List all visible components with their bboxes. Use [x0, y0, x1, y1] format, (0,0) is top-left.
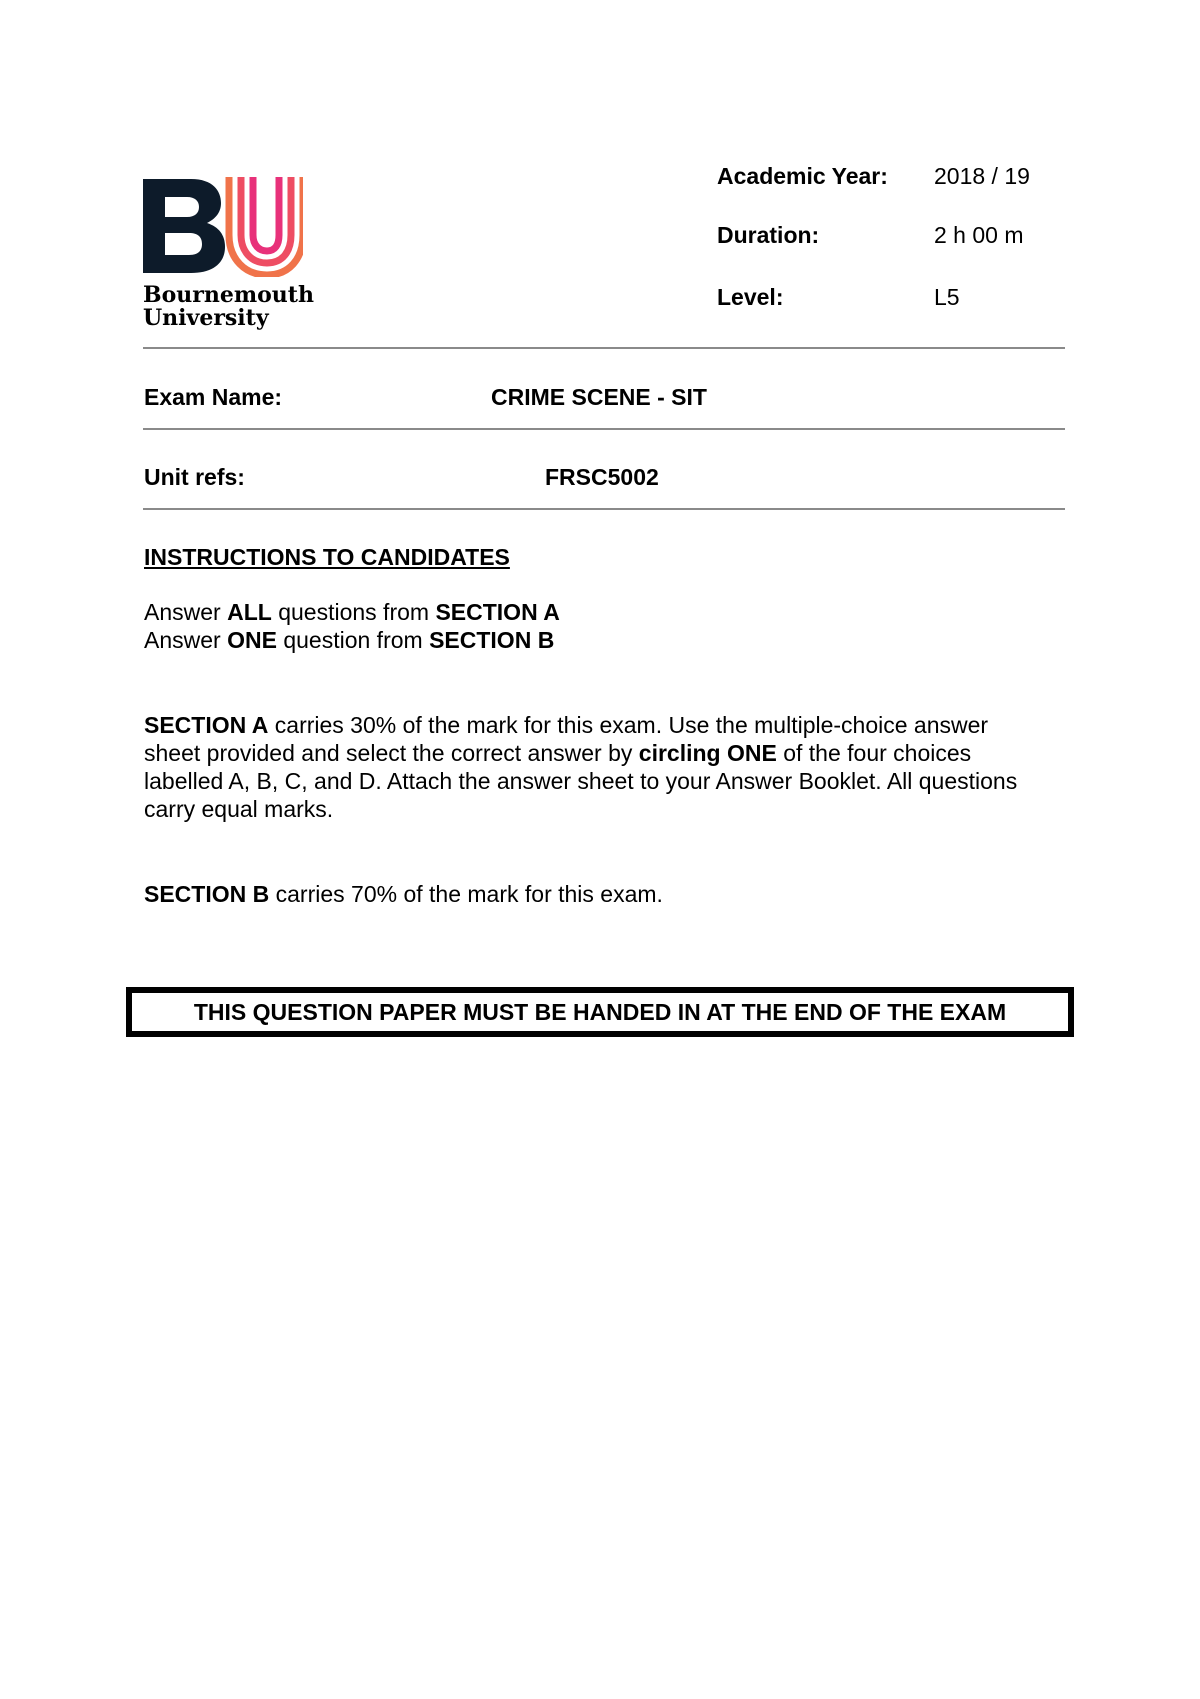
level-label: Level:: [717, 284, 784, 310]
exam-name-label: Exam Name:: [144, 384, 283, 410]
duration-label: Duration:: [717, 222, 820, 248]
section-a-description: SECTION A carries 30% of the mark for this exam. Use the multiple-choice answer sheet provided and select the correct answer by circling ONE of the four choices labelled A, B, C, and D. Attach the answer sheet to your Answer Booklet. All questions carry equal marks.: [144, 712, 1018, 822]
instruction-line-section-a: Answer ALL questions from SECTION A: [144, 599, 560, 625]
divider-bottom: [143, 508, 1065, 510]
instruction-line-section-b: Answer ONE question from SECTION B: [144, 627, 555, 653]
instructions-heading: INSTRUCTIONS TO CANDIDATES: [144, 544, 510, 570]
academic-year-label: Academic Year:: [717, 163, 888, 189]
unit-refs-label: Unit refs:: [144, 464, 245, 490]
exam-name-value: CRIME SCENE - SIT: [491, 384, 707, 410]
level-value: L5: [934, 284, 960, 310]
bu-logo-mark-icon: [143, 177, 303, 277]
divider-top: [143, 347, 1065, 349]
hand-in-notice-box: [126, 987, 1074, 1037]
duration-value: 2 h 00 m: [934, 222, 1024, 248]
logo-name-line2: University: [143, 305, 269, 331]
university-logo: [143, 177, 314, 337]
section-b-description: SECTION B carries 70% of the mark for this exam.: [144, 881, 663, 907]
unit-refs-value: FRSC5002: [545, 464, 659, 490]
hand-in-notice-text: THIS QUESTION PAPER MUST BE HANDED IN AT THE END OF THE EXAM: [193, 998, 1007, 1025]
divider-middle: [143, 428, 1065, 430]
logo-name-line1: Bournemouth: [143, 282, 314, 308]
academic-year-value: 2018 / 19: [934, 163, 1030, 189]
